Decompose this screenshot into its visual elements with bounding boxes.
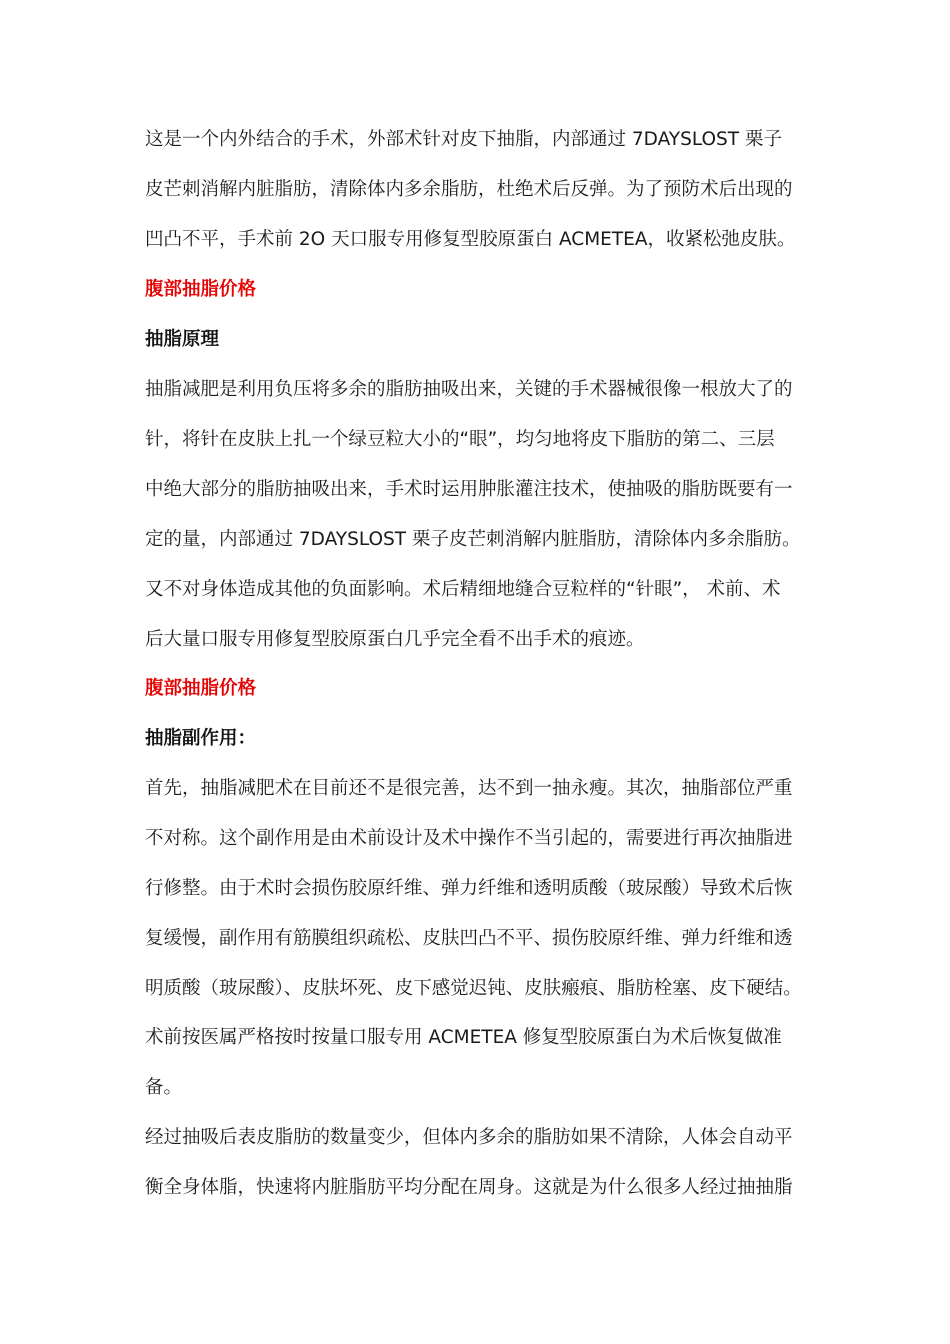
paragraph-line: 不对称。这个副作用是由术前设计及术中操作不当引起的，需要进行再次抽脂进 <box>145 828 793 849</box>
paragraph-line: 凹凸不平，手术前 2O 天口服专用修复型胶原蛋白 ACMETEA，收紧松弛皮肤。 <box>145 229 796 250</box>
paragraph-line: 后大量口服专用修复型胶原蛋白几乎完全看不出手术的痕迹。 <box>145 629 645 650</box>
paragraph-line: 复缓慢，副作用有筋膜组织疏松、皮肤凹凸不平、损伤胶原纤维、弹力纤维和透 <box>145 928 793 949</box>
paragraph-line: 衡全身体脂，快速将内脏脂肪平均分配在周身。这就是为什么很多人经过抽抽脂 <box>145 1177 793 1198</box>
paragraph-line: 备。 <box>145 1077 183 1098</box>
paragraph-line: 术前按医属严格按时按量口服专用 ACMETEA 修复型胶原蛋白为术后恢复做准 <box>145 1027 782 1048</box>
section-heading-principle: 抽脂原理 <box>145 329 220 350</box>
paragraph-line: 行修整。由于术时会损伤胶原纤维、弹力纤维和透明质酸（玻尿酸）导致术后恢 <box>145 878 793 899</box>
paragraph-line: 又不对身体造成其他的负面影响。术后精细地缝合豆粒样的“针眼”， 术前、术 <box>145 579 781 600</box>
paragraph-line: 明质酸（玻尿酸）、皮肤坏死、皮下感觉迟钝、皮肤瘢痕、脂肪栓塞、皮下硬结。 <box>145 978 802 999</box>
paragraph-line: 定的量，内部通过 7DAYSLOST 栗子皮芒刺消解内脏脂肪，清除体内多余脂肪。 <box>145 529 801 550</box>
paragraph-line: 抽脂减肥是利用负压将多余的脂肪抽吸出来，关键的手术器械很像一根放大了的 <box>145 379 793 400</box>
paragraph-line: 中绝大部分的脂肪抽吸出来，手术时运用肿胀灌注技术，使抽吸的脂肪既要有一 <box>145 479 793 500</box>
paragraph-line: 皮芒刺消解内脏脂肪，清除体内多余脂肪，杜绝术后反弹。为了预防术后出现的 <box>145 179 793 200</box>
section-heading-price: 腹部抽脂价格 <box>145 279 257 300</box>
section-heading-price: 腹部抽脂价格 <box>145 678 257 699</box>
paragraph-line: 这是一个内外结合的手术，外部术针对皮下抽脂，内部通过 7DAYSLOST 栗子 <box>145 129 782 150</box>
paragraph-line: 经过抽吸后表皮脂肪的数量变少，但体内多余的脂肪如果不清除，人体会自动平 <box>145 1127 793 1148</box>
paragraph-line: 首先，抽脂减肥术在目前还不是很完善，达不到一抽永瘦。其次，抽脂部位严重 <box>145 778 793 799</box>
section-heading-side-effects: 抽脂副作用： <box>145 728 257 749</box>
paragraph-line: 针，将针在皮肤上扎一个绿豆粒大小的“眼”，均匀地将皮下脂肪的第二、三层 <box>145 429 775 450</box>
